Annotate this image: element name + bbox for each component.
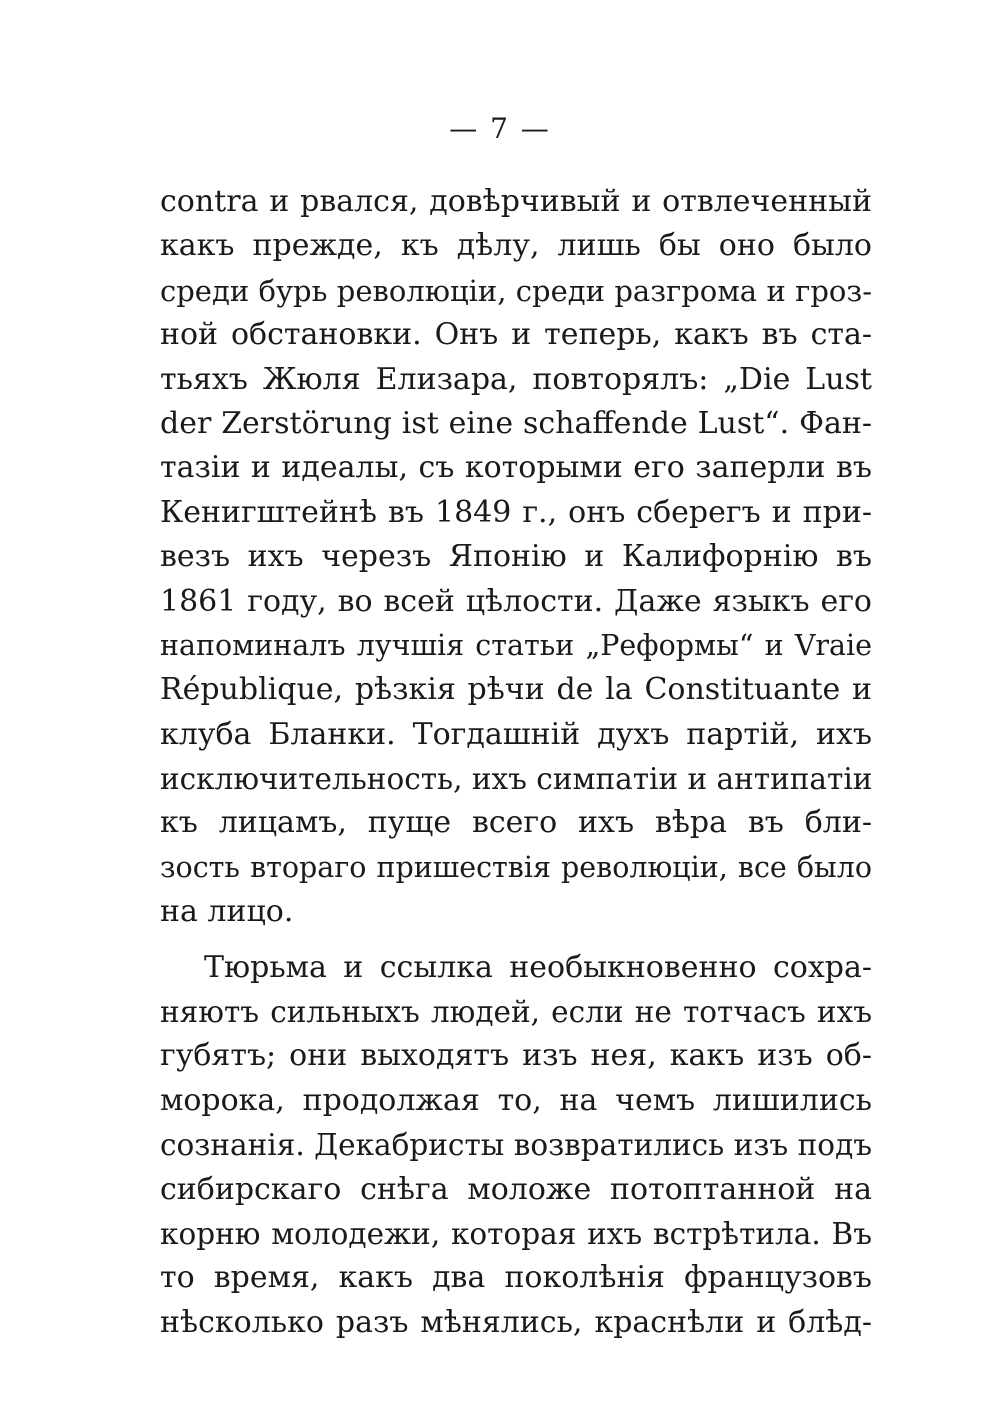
paragraph-gap xyxy=(160,935,872,946)
text-line: Тюрьма и ссылка необыкновенно сохра- xyxy=(204,949,872,985)
text-line: няютъ сильныхъ людей, если не тотчасъ ихъ xyxy=(160,995,872,1030)
text-line: губятъ; они выходятъ изъ нея, какъ изъ об- xyxy=(160,1038,872,1074)
text-line: République, рѣзкія рѣчи de la Constituante и xyxy=(160,672,872,708)
text-line: contra и рвался, довѣрчивый и отвлеченный xyxy=(160,184,872,219)
text-line: морока, продолжая то, на чемъ лишились xyxy=(160,1082,872,1118)
text-line: исключительность, ихъ симпатіи и антипатіи xyxy=(160,762,873,797)
text-line: корню молодежи, которая ихъ встрѣтила. Въ xyxy=(160,1216,872,1251)
text-line: ной обстановки. Онъ и теперь, какъ въ ста- xyxy=(160,317,872,353)
paragraph-2 xyxy=(160,946,872,1346)
text-line: клуба Бланки. Тогдашній духъ партій, ихъ xyxy=(160,716,872,752)
text-line: сознанія. Декабристы возвратились изъ подъ xyxy=(160,1128,872,1163)
text-line: зость втораго пришествія революціи, все было xyxy=(160,850,872,884)
text-line: среди бурь революціи, среди разгрома и гроз- xyxy=(160,273,872,308)
text-line: тьяхъ Жюля Елизара, повторялъ: „Die Lust xyxy=(160,361,872,397)
text-line: какъ прежде, къ дѣлу, лишь бы оно было xyxy=(160,228,872,264)
text-line: нѣсколько разъ мѣнялись, краснѣли и блѣд- xyxy=(160,1304,872,1340)
text-line: на лицо. xyxy=(160,894,294,930)
text-line: der Zerstörung ist eine schaffende Lust“. Фан- xyxy=(160,405,872,441)
body-text xyxy=(160,180,872,1345)
paragraph-1 xyxy=(160,180,872,935)
text-line: везъ ихъ черезъ Японію и Калифорнію въ xyxy=(160,539,872,575)
text-line: сибирскаго снѣга моложе потоптанной на xyxy=(160,1171,872,1207)
text-line: къ лицамъ, пуще всего ихъ вѣра въ бли- xyxy=(160,805,872,841)
page-number: — 7 — xyxy=(449,112,551,145)
text-line: тазіи и идеалы, съ которыми его заперли въ xyxy=(160,450,872,486)
text-line: то время, какъ два поколѣнія французовъ xyxy=(160,1260,872,1296)
text-line: напоминалъ лучшія статьи „Реформы“ и Vraie xyxy=(160,628,872,662)
text-line: Кенигштейнѣ въ 1849 г., онъ сберегъ и при- xyxy=(160,494,872,530)
text-line: 1861 году, во всей цѣлости. Даже языкъ его xyxy=(160,583,872,619)
